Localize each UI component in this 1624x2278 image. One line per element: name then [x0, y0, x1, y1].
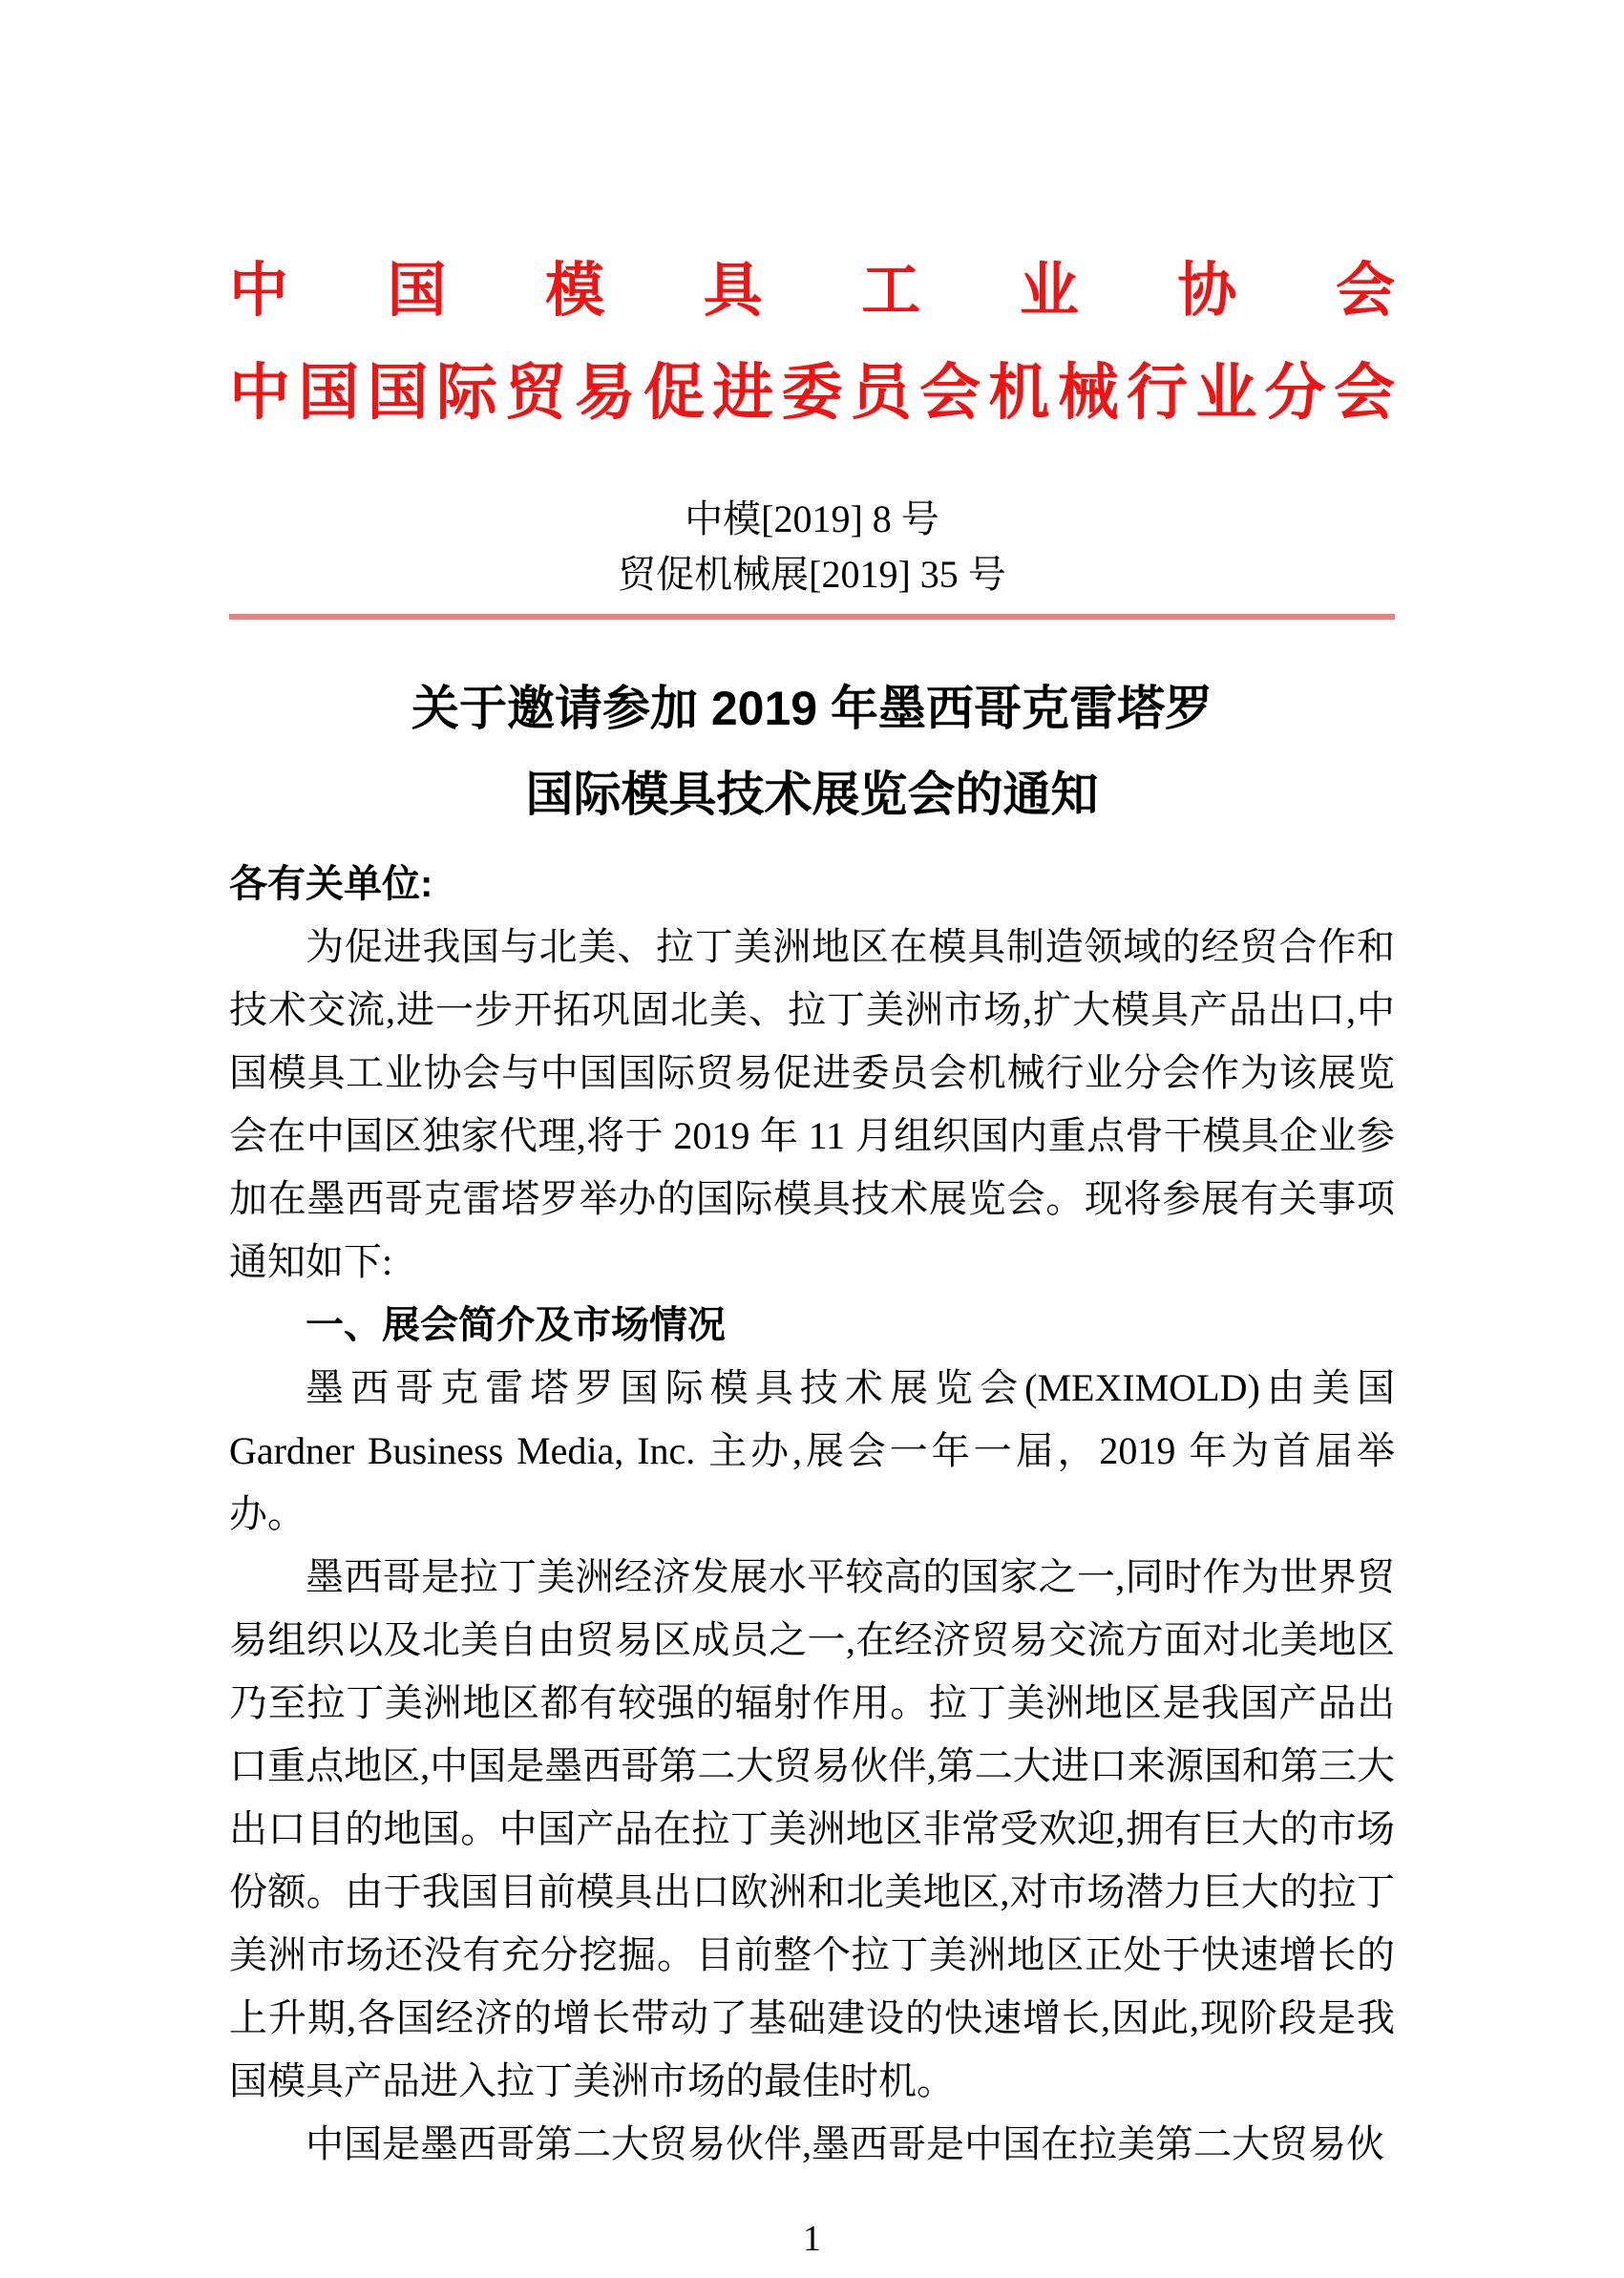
paragraph-trade-partner: 中国是墨西哥第二大贸易伙伴,墨西哥是中国在拉美第二大贸易伙 — [306, 2122, 1384, 2166]
page-footer — [229, 2216, 1395, 2262]
letterhead-rule — [229, 614, 1395, 620]
page-number: 1 — [803, 2219, 821, 2260]
title-line1: 关于邀请参加 2019 年墨西哥克雷塔罗 — [411, 682, 1213, 736]
letterhead — [229, 259, 1395, 428]
doc-number-1: 中模[2019] 8 号 — [685, 497, 939, 541]
paragraph-intro: 为促进我国与北美、拉丁美洲地区在模具制造领域的经贸合作和技术交流,进一步开拓巩固北美、拉丁美洲市场,扩大模具产品出口,中国模具工业协会与中国国际贸易促进委员会机械行业分会作为该展览会在中国区独家代理,将于 2019 年 11 月组织国内重点骨干模具企业参加在墨西哥克雷塔罗举办的国际模具技术展览会。现将参展有关事项通知如下: — [229, 925, 1395, 1284]
paragraph-exhibition-info: 墨西哥克雷塔罗国际模具技术展览会(MEXIMOLD)由美国 Gardner Business Media, Inc. 主办,展会一年一届，2019 年为首届举办。 — [229, 1366, 1395, 1536]
letterhead-org-line1: 中国模具工业协会 — [229, 259, 1395, 324]
doc-number-2: 贸促机械展[2019] 35 号 — [618, 553, 1006, 597]
document-title — [229, 665, 1395, 837]
section-heading-1: 一、展会简介及市场情况 — [306, 1304, 726, 1347]
title-line2: 国际模具技术展览会的通知 — [525, 768, 1099, 822]
doc-reference-numbers — [229, 492, 1395, 602]
paragraph-market-info: 墨西哥是拉丁美洲经济发展水平较高的国家之一,同时作为世界贸易组织以及北美自由贸易区成员之一,在经济贸易交流方面对北美地区乃至拉丁美洲地区都有较强的辐射作用。拉丁美洲地区是我国产品出口重点地区,中国是墨西哥第二大贸易伙伴,第二大进口来源国和第三大出口目的地国。中国产品在拉丁美洲地区非常受欢迎,拥有巨大的市场份额。由于我国目前模具出口欧洲和北美地区,对市场潜力巨大的拉丁美洲市场还没有充分挖掘。目前整个拉丁美洲地区正处于快速增长的上升期,各国经济的增长带动了基础建设的快速增长,因此,现阶段是我国模具产品进入拉丁美洲市场的最佳时机。 — [229, 1555, 1395, 2103]
salutation: 各有关单位: — [229, 863, 433, 906]
letterhead-org-line2: 中国国际贸易促进委员会机械行业分会 — [229, 359, 1395, 428]
document-body — [229, 853, 1395, 2176]
